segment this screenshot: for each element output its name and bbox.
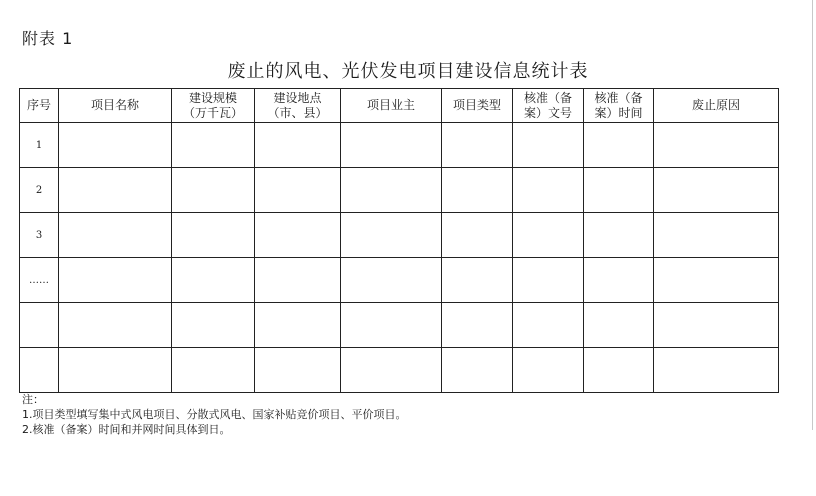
cell-project-type — [442, 168, 513, 213]
cell-project-name — [59, 123, 172, 168]
cell-project-name — [59, 258, 172, 303]
document-title: 废止的风电、光伏发电项目建设信息统计表 — [227, 61, 589, 82]
cell-abolish-reason — [654, 123, 779, 168]
header-line1: 核准（备 — [594, 90, 643, 105]
cell-project-type — [442, 123, 513, 168]
table-row — [20, 213, 779, 258]
cell-location — [255, 348, 341, 393]
header-line1: 序号 — [26, 98, 51, 112]
row-index: 3 — [20, 213, 59, 258]
cell-capacity — [172, 123, 255, 168]
cell-owner — [341, 303, 442, 348]
cell-owner — [341, 168, 442, 213]
cell-approval-number — [513, 168, 584, 213]
cell-location — [255, 168, 341, 213]
cell-abolish-reason — [654, 213, 779, 258]
header-line2: （市、县） — [267, 105, 328, 120]
cell-project-name — [59, 213, 172, 258]
cell-approval-date — [584, 258, 654, 303]
header-line1: 项目名称 — [90, 98, 139, 112]
header-line2: （万千瓦） — [182, 105, 243, 120]
table-row — [20, 258, 779, 303]
cell-approval-date — [584, 213, 654, 258]
header-line1: 建设地点 — [273, 90, 322, 105]
appendix-label: 附表 1 — [22, 29, 74, 48]
header-index — [20, 89, 59, 123]
header-abolish-reason — [654, 89, 779, 123]
header-capacity — [172, 89, 255, 123]
header-line1: 核准（备 — [523, 90, 572, 105]
cell-project-name — [59, 303, 172, 348]
cell-capacity — [172, 303, 255, 348]
cell-approval-number — [513, 213, 584, 258]
cell-capacity — [172, 348, 255, 393]
cell-owner — [341, 123, 442, 168]
row-index — [20, 348, 59, 393]
row-index: 1 — [20, 123, 59, 168]
cell-location — [255, 303, 341, 348]
row-index — [20, 303, 59, 348]
cell-project-name — [59, 168, 172, 213]
cell-approval-number — [513, 258, 584, 303]
table-header-row — [20, 89, 779, 123]
note-item: 1.项目类型填写集中式风电项目、分散式风电、国家补贴竞价项目、平价项目。 — [22, 408, 407, 421]
cell-approval-number — [513, 123, 584, 168]
table-row — [20, 303, 779, 348]
header-line2: 案）文号 — [523, 105, 572, 120]
cell-owner — [341, 258, 442, 303]
header-line1: 项目类型 — [452, 98, 501, 112]
cell-approval-date — [584, 303, 654, 348]
header-line1: 建设规模 — [188, 90, 237, 105]
table-row — [20, 168, 779, 213]
cell-project-type — [442, 303, 513, 348]
cell-approval-date — [584, 168, 654, 213]
cell-capacity — [172, 168, 255, 213]
header-owner — [341, 89, 442, 123]
cell-project-name — [59, 348, 172, 393]
cell-project-type — [442, 213, 513, 258]
cell-abolish-reason — [654, 303, 779, 348]
cell-approval-date — [584, 123, 654, 168]
cell-capacity — [172, 258, 255, 303]
header-line2: 案）时间 — [594, 105, 643, 120]
cell-abolish-reason — [654, 168, 779, 213]
cell-location — [255, 258, 341, 303]
cell-owner — [341, 348, 442, 393]
header-approval-date — [584, 89, 654, 123]
header-project-type — [442, 89, 513, 123]
cell-approval-number — [513, 348, 584, 393]
cell-approval-date — [584, 348, 654, 393]
statistics-table — [19, 88, 779, 393]
cell-location — [255, 123, 341, 168]
cell-abolish-reason — [654, 348, 779, 393]
note-item: 2.核准（备案）时间和并网时间具体到日。 — [22, 423, 231, 436]
row-index: …… — [20, 258, 59, 303]
header-line1: 废止原因 — [691, 98, 740, 112]
cell-owner — [341, 213, 442, 258]
header-project-name — [59, 89, 172, 123]
table-row — [20, 123, 779, 168]
cell-abolish-reason — [654, 258, 779, 303]
table-row — [20, 348, 779, 393]
header-approval-number — [513, 89, 584, 123]
cell-location — [255, 213, 341, 258]
notes-heading: 注： — [22, 393, 44, 406]
cell-project-type — [442, 348, 513, 393]
row-index: 2 — [20, 168, 59, 213]
cell-approval-number — [513, 303, 584, 348]
header-location — [255, 89, 341, 123]
cell-project-type — [442, 258, 513, 303]
cell-capacity — [172, 213, 255, 258]
notes-section — [22, 392, 407, 437]
header-line1: 项目业主 — [366, 98, 415, 112]
